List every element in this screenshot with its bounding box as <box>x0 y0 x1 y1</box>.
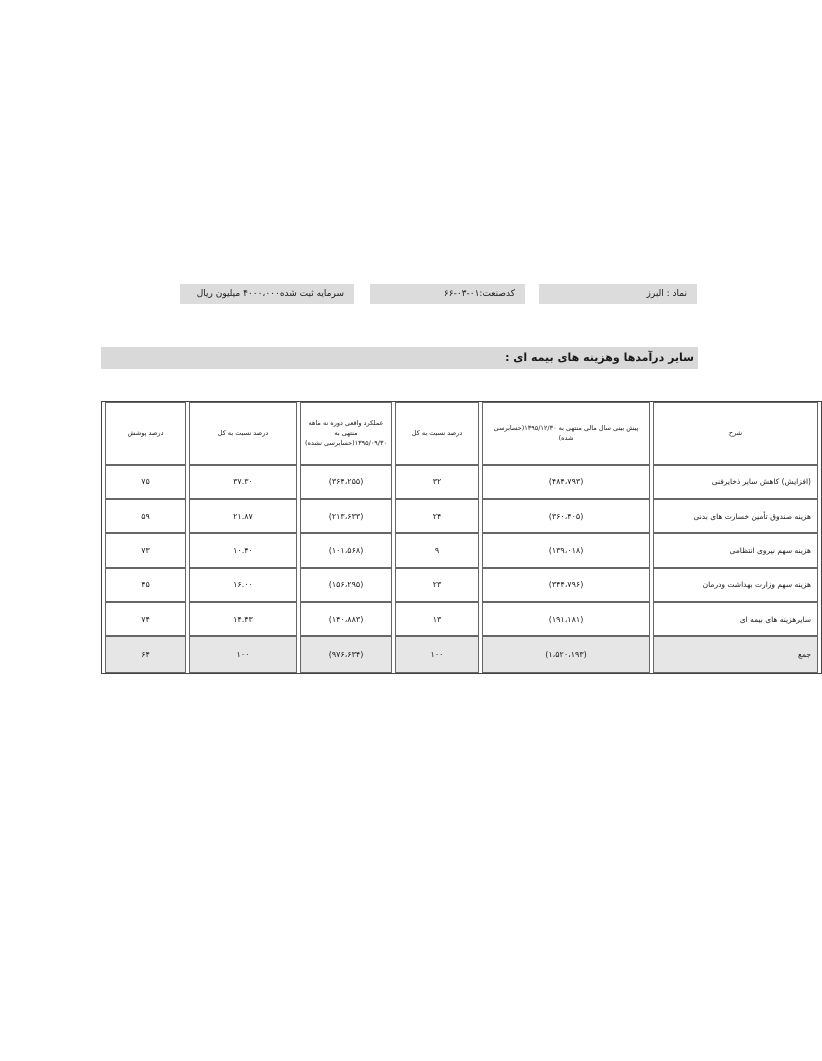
forecast-cell: (۳۶۰،۴۰۵) <box>482 499 650 533</box>
row-label: سایرهزینه های بیمه ای <box>653 602 818 636</box>
column-header-actual: عملکرد واقعی دوره نه ماهه منتهی به ۱۳۹۵/۰۹/۳۰(حسابرسی نشده) <box>300 402 392 465</box>
registered-capital-box: سرمایه ثبت شده۴۰۰۰،۰۰۰ میلیون ریال <box>180 284 354 304</box>
forecast-percent-cell: ۲۴ <box>395 499 479 533</box>
row-label: هزینه صندوق تأمین خسارت های بدنی <box>653 499 818 533</box>
coverage-cell: ۷۴ <box>105 602 186 636</box>
actual-percent-cell: ۱۴.۴۳ <box>189 602 297 636</box>
row-label: هزینه سهم وزارت بهداشت ودرمان <box>653 568 818 602</box>
coverage-cell: ۷۵ <box>105 465 186 499</box>
total-forecast-percent-cell: ۱۰۰ <box>395 636 479 673</box>
insurance-income-expense-table <box>101 401 822 674</box>
coverage-cell: ۷۳ <box>105 533 186 567</box>
column-header-forecast-percent: درصد نسبت به کل <box>395 402 479 465</box>
table-row <box>105 499 818 533</box>
forecast-cell: (۴۸۴،۷۹۳) <box>482 465 650 499</box>
forecast-percent-cell: ۲۳ <box>395 568 479 602</box>
row-label: (افزایش) کاهش سایر ذخایرفنی <box>653 465 818 499</box>
actual-percent-cell: ۲۱.۸۷ <box>189 499 297 533</box>
actual-cell: (۲۱۳،۶۳۳) <box>300 499 392 533</box>
total-coverage-cell: ۶۴ <box>105 636 186 673</box>
coverage-cell: ۴۵ <box>105 568 186 602</box>
forecast-percent-cell: ۹ <box>395 533 479 567</box>
total-forecast-cell: (۱،۵۲۰،۱۹۳) <box>482 636 650 673</box>
forecast-percent-cell: ۳۲ <box>395 465 479 499</box>
actual-percent-cell: ۳۷.۳۰ <box>189 465 297 499</box>
total-actual-percent-cell: ۱۰۰ <box>189 636 297 673</box>
table-row <box>105 602 818 636</box>
row-label: هزینه سهم نیروی انتظامی <box>653 533 818 567</box>
industry-code-box: کدصنعت:۰۱-۰۳-۶۶ <box>370 284 525 304</box>
actual-cell: (۱۵۶،۲۹۵) <box>300 568 392 602</box>
table-row <box>105 533 818 567</box>
section-title: سایر درآمدها وهزینه های بیمه ای : <box>101 347 698 369</box>
coverage-cell: ۵۹ <box>105 499 186 533</box>
forecast-cell: (۱۹۱،۱۸۱) <box>482 602 650 636</box>
forecast-cell: (۳۴۴،۷۹۶) <box>482 568 650 602</box>
forecast-cell: (۱۳۹،۰۱۸) <box>482 533 650 567</box>
actual-percent-cell: ۱۶.۰۰ <box>189 568 297 602</box>
actual-percent-cell: ۱۰.۴۰ <box>189 533 297 567</box>
table-header-row <box>105 402 818 465</box>
total-actual-cell: (۹۷۶،۶۳۴) <box>300 636 392 673</box>
actual-cell: (۳۶۴،۲۵۵) <box>300 465 392 499</box>
table-row <box>105 465 818 499</box>
actual-cell: (۱۰۱،۵۶۸) <box>300 533 392 567</box>
column-header-actual-percent: درصد نسبت به کل <box>189 402 297 465</box>
actual-cell: (۱۴۰،۸۸۳) <box>300 602 392 636</box>
column-header-forecast: پیش بینی سال مالی منتهی به ۱۳۹۵/۱۲/۳۰(حسابرسی شده) <box>482 402 650 465</box>
forecast-percent-cell: ۱۳ <box>395 602 479 636</box>
column-header-description: شرح <box>653 402 818 465</box>
total-label: جمع <box>653 636 818 673</box>
table-total-row <box>105 636 818 673</box>
symbol-box: نماد : البرز <box>539 284 697 304</box>
table-row <box>105 568 818 602</box>
column-header-coverage: درصد پوشش <box>105 402 186 465</box>
